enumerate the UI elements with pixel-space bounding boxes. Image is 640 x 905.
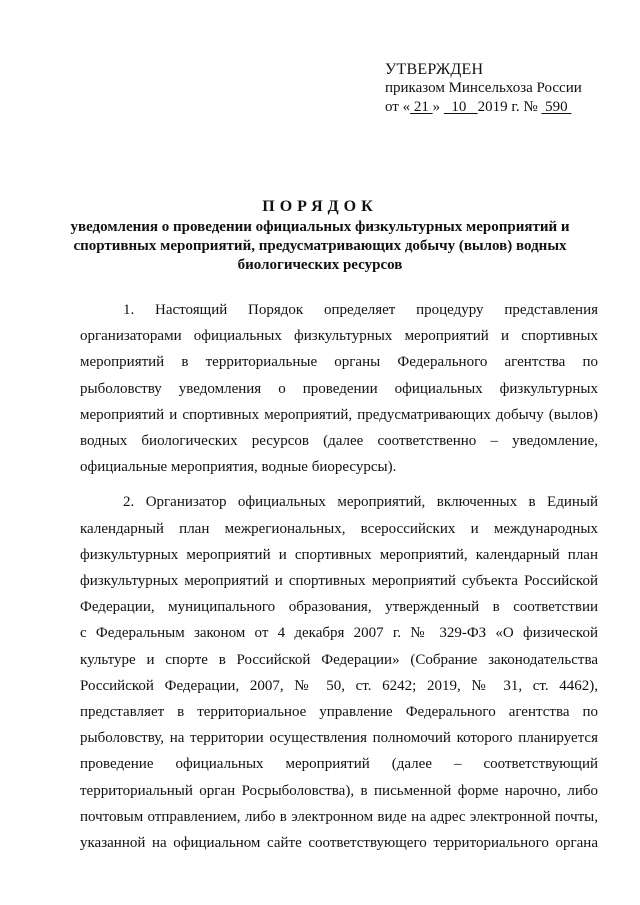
paragraph-line: культуре и спорте в Российской Федерации» (Собрание законодательства (80, 651, 598, 668)
paragraph-2 (80, 489, 598, 856)
paragraph-line: календарный план межрегиональных, всероссийских и международных (80, 520, 598, 537)
paragraph-line: рыболовству, на территории осуществления полномочий которого планируется (80, 730, 598, 747)
document-subtitle (70, 218, 570, 275)
date-mid: » (432, 99, 441, 115)
paragraph-line: 1. Настоящий Порядок определяет процедуру представления (123, 302, 598, 318)
paragraph-line: рыболовству уведомления о проведении официальных физкультурных (80, 380, 598, 397)
paragraph-line: мероприятий в территориальные органы Федерального агентства по (80, 354, 598, 371)
order-number: 590 (545, 99, 568, 115)
subtitle-line: уведомления о проведении официальных физкультурных мероприятий и (70, 219, 570, 235)
subtitle-line: биологических ресурсов (237, 257, 403, 273)
paragraph-line: Федерации, муниципального образования, утвержденный в соответствии (80, 599, 598, 616)
paragraph-1 (80, 297, 598, 480)
approval-heading: УТВЕРЖДЕН (385, 61, 484, 78)
paragraph-line: организаторами официальных физкультурных мероприятий и спортивных (80, 328, 598, 345)
paragraph-line: 2. Организатор официальных мероприятий, включенных в Единый (123, 494, 598, 511)
paragraph-line: Российской Федерации, 2007, № 50, ст. 6242; 2019, № 31, ст. 4462), (80, 677, 598, 694)
document-title: ПОРЯДОК (262, 198, 378, 215)
paragraph-line: мероприятий и спортивных мероприятий, предусматривающих добычу (вылов) (80, 406, 598, 423)
paragraph-line: физкультурных мероприятий и спортивных мероприятий, календарный план (80, 546, 598, 563)
date-prefix: от « (385, 99, 411, 115)
date-day: 21 (413, 99, 429, 115)
paragraph-line: проведение официальных мероприятий (далее – соответствующий (80, 756, 598, 773)
approval-stamp (385, 60, 582, 117)
document-body (80, 297, 598, 856)
subtitle-line: спортивных мероприятий, предусматривающих добычу (вылов) водных (73, 238, 567, 254)
paragraph-line: официальные мероприятия, водные биоресурсы). (80, 459, 397, 476)
paragraph-line: водных биологических ресурсов (далее соответственно – уведомление, (80, 433, 598, 450)
paragraph-line: указанной на официальном сайте соответствующего территориального органа (80, 835, 598, 852)
approval-order-line: приказом Минсельхоза России (385, 80, 582, 96)
paragraph-line: физкультурных мероприятий и спортивных мероприятий субъекта Российской (80, 573, 598, 590)
date-month: 10 (451, 99, 467, 115)
paragraph-line: территориальный орган Росрыболовства), в письменной форме нарочно, либо (80, 782, 598, 799)
approval-date-line (385, 98, 582, 117)
paragraph-line: представляет в территориальное управление Федерального агентства по (80, 704, 598, 721)
paragraph-line: почтовым отправлением, либо в электронном виде на адрес электронной почты, (80, 808, 598, 825)
paragraph-line: с Федеральным законом от 4 декабря 2007 г. № 329-ФЗ «О физической (80, 625, 598, 642)
date-year-number-label: 2019 г. № (477, 99, 538, 115)
